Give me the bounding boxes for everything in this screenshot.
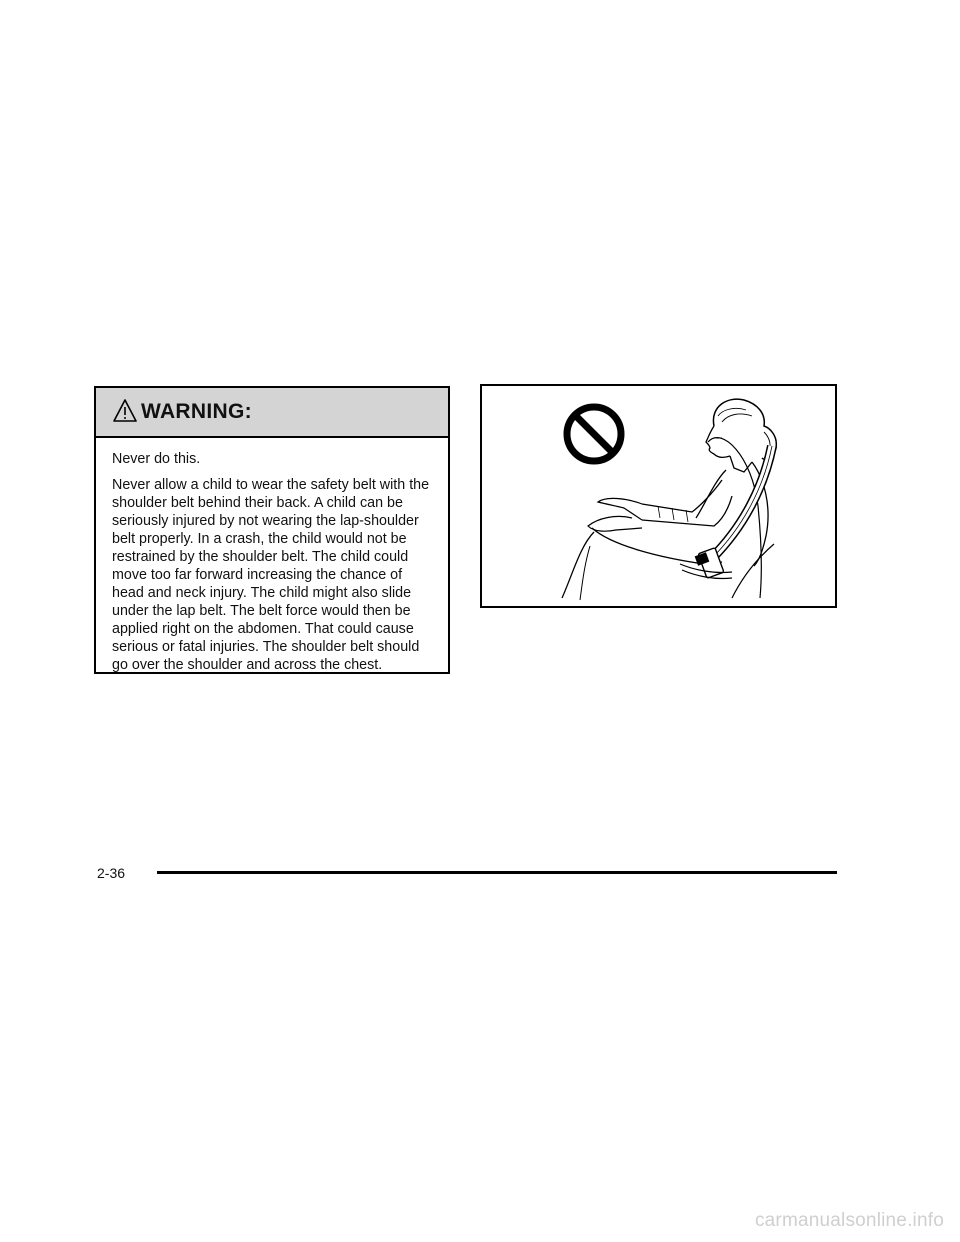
child-seatbelt-illustration [482, 386, 835, 606]
warning-paragraph: Never allow a child to wear the safety belt with the shoulder belt behind their back. A child can be seriously injured by not wearing the lap-shoulder belt properly. In a crash, the child would not be restrained by the shoulder belt. The child could move too far forward increasing the chance of head and neck injury. The child might also slide under the lap belt. The belt force would then be applied right on the abdomen. That could cause serious or fatal injuries. The shoulder belt should go over the shoulder and across the chest. [112, 477, 430, 673]
warning-header [96, 388, 448, 438]
watermark: carmanualsonline.info [754, 1210, 944, 1231]
warning-title: WARNING: [141, 400, 252, 423]
footer-rule [157, 871, 837, 874]
warning-triangle-icon [112, 398, 138, 424]
warning-paragraph: Never do this. [112, 451, 201, 467]
page-number: 2-36 [97, 865, 126, 881]
illustration-frame [480, 384, 837, 608]
warning-box [94, 386, 450, 674]
warning-body [96, 438, 448, 674]
prohibition-icon [567, 407, 621, 461]
